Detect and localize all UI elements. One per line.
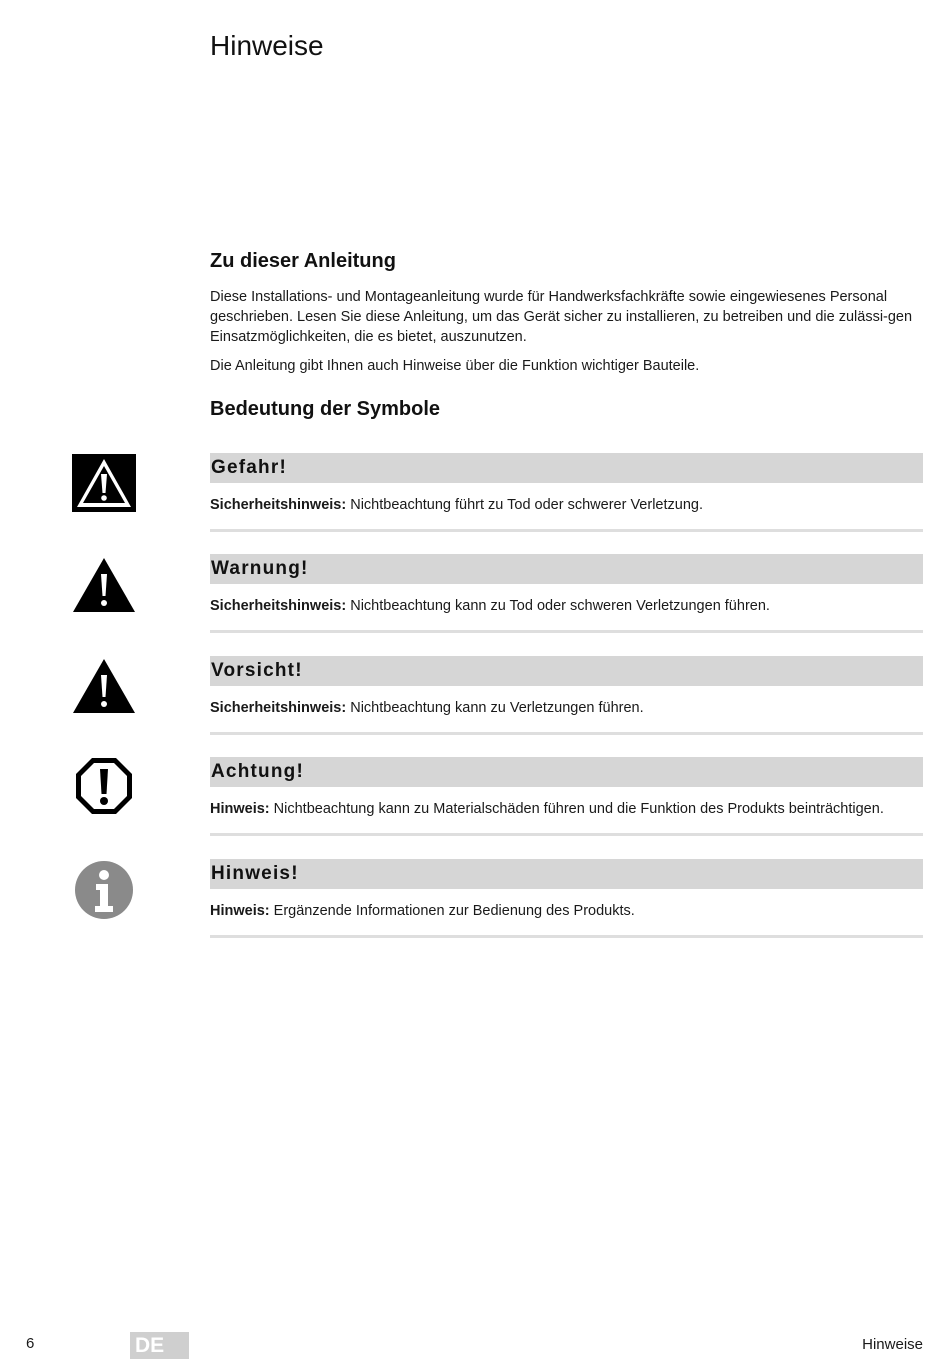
- notice-label: Sicherheitshinweis:: [210, 598, 347, 614]
- intro-paragraph-2: Die Anleitung gibt Ihnen auch Hinweise über die Funktion wichtiger Bauteile.: [210, 358, 700, 374]
- page-title: Hinweise: [210, 30, 324, 61]
- page-number: 6: [26, 1335, 35, 1352]
- notice-achtung: [210, 757, 923, 836]
- danger-icon: [72, 453, 136, 513]
- notice-divider: [210, 935, 923, 938]
- info-icon: [72, 860, 136, 920]
- notice-title: Vorsicht!: [210, 656, 923, 686]
- notice-title: Achtung!: [210, 757, 923, 787]
- warning-icon: [72, 555, 136, 615]
- notice-title: Hinweis!: [210, 859, 923, 889]
- intro-section: [210, 250, 923, 435]
- notice-text: [210, 799, 923, 819]
- notice-divider: [210, 630, 923, 633]
- notice-text: [210, 901, 923, 921]
- notice-description: Nichtbeachtung kann zu Materialschäden führen und die Funktion des Produkts beinträchtigen.: [269, 801, 884, 817]
- notice-description: Ergänzende Informationen zur Bedienung des Produkts.: [269, 903, 635, 919]
- notice-description: Nichtbeachtung kann zu Verletzungen führen.: [346, 700, 644, 716]
- intro-heading: Zu dieser Anleitung: [210, 250, 396, 272]
- notice-divider: [210, 732, 923, 735]
- notice-description: Nichtbeachtung kann zu Tod oder schweren Verletzungen führen.: [346, 598, 770, 614]
- notice-vorsicht: [210, 656, 923, 735]
- notice-description: Nichtbeachtung führt zu Tod oder schwerer Verletzung.: [346, 497, 703, 513]
- notice-divider: [210, 529, 923, 532]
- attention-octagon-icon: [72, 756, 136, 816]
- notice-title: Warnung!: [210, 554, 923, 584]
- notice-text: [210, 495, 923, 515]
- footer-section-title: Hinweise: [862, 1336, 923, 1353]
- symbols-heading: Bedeutung der Symbole: [210, 398, 441, 420]
- notice-label: Hinweis:: [210, 801, 270, 817]
- notice-text: [210, 698, 923, 718]
- notice-label: Sicherheitshinweis:: [210, 497, 347, 513]
- notice-gefahr: [210, 453, 923, 532]
- intro-paragraph-1: Diese Installations- und Montageanleitung wurde für Handwerksfachkräfte sowie eingewiesenes Personal geschrieben. Lesen Sie diese Anleitung, um das Gerät sicher zu installieren, zu betreiben und die zulässi-gen Einsatzmöglichkeiten, die es bietet, auszunutzen.: [210, 289, 913, 345]
- notice-hinweis: [210, 859, 923, 938]
- notice-label: Hinweis:: [210, 903, 270, 919]
- notice-label: Sicherheitshinweis:: [210, 700, 347, 716]
- notice-title: Gefahr!: [210, 453, 923, 483]
- notice-divider: [210, 833, 923, 836]
- caution-icon: [72, 656, 136, 716]
- language-badge: DE: [130, 1332, 189, 1359]
- notice-text: [210, 596, 923, 616]
- notice-warnung: [210, 554, 923, 633]
